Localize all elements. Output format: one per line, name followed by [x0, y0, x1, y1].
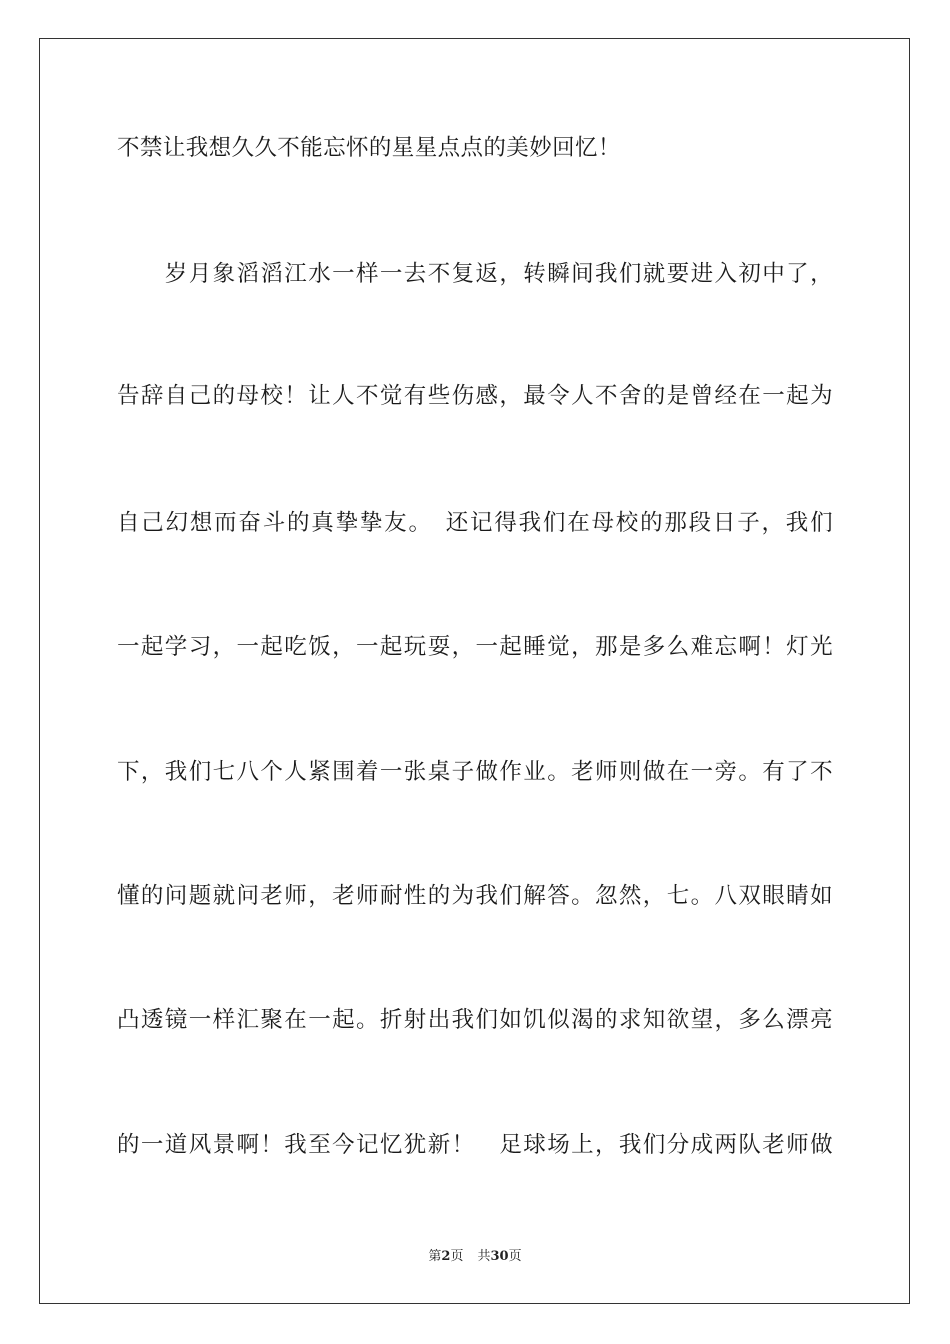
total-suffix: 页 — [508, 1249, 522, 1264]
page-prefix: 第 — [428, 1249, 442, 1264]
paragraph-line: 下，我们七八个人紧围着一张桌子做作业。老师则做在一旁。有了不 — [117, 759, 833, 785]
paragraph-line: 一起学习，一起吃饭，一起玩耍，一起睡觉，那是多么难忘啊！灯光 — [117, 634, 833, 660]
page-number: 2 — [441, 1249, 451, 1264]
page-suffix: 页 — [450, 1249, 464, 1264]
total-pages: 30 — [490, 1249, 509, 1264]
paragraph-line: 不禁让我想久久不能忘怀的星星点点的美妙回忆！ — [117, 135, 621, 161]
page-footer — [0, 1248, 950, 1266]
paragraph-line: 自己幻想而奋斗的真挚挚友。 还记得我们在母校的那段日子，我们 — [117, 510, 833, 536]
paragraph-line: 的一道风景啊！我至今记忆犹新！ 足球场上，我们分成两队老师做 — [117, 1132, 833, 1158]
paragraph-line: 懂的问题就问老师，老师耐性的为我们解答。忽然，七。八双眼睛如 — [117, 883, 833, 909]
total-prefix: 共 — [477, 1249, 491, 1264]
paragraph-line: 岁月象滔滔江水一样一去不复返，转瞬间我们就要进入初中了， — [117, 261, 833, 287]
paragraph-line: 告辞自己的母校！让人不觉有些伤感，最令人不舍的是曾经在一起为 — [117, 383, 833, 409]
paragraph-line: 凸透镜一样汇聚在一起。折射出我们如饥似渴的求知欲望，多么漂亮 — [117, 1007, 833, 1033]
page-border — [39, 38, 910, 1304]
